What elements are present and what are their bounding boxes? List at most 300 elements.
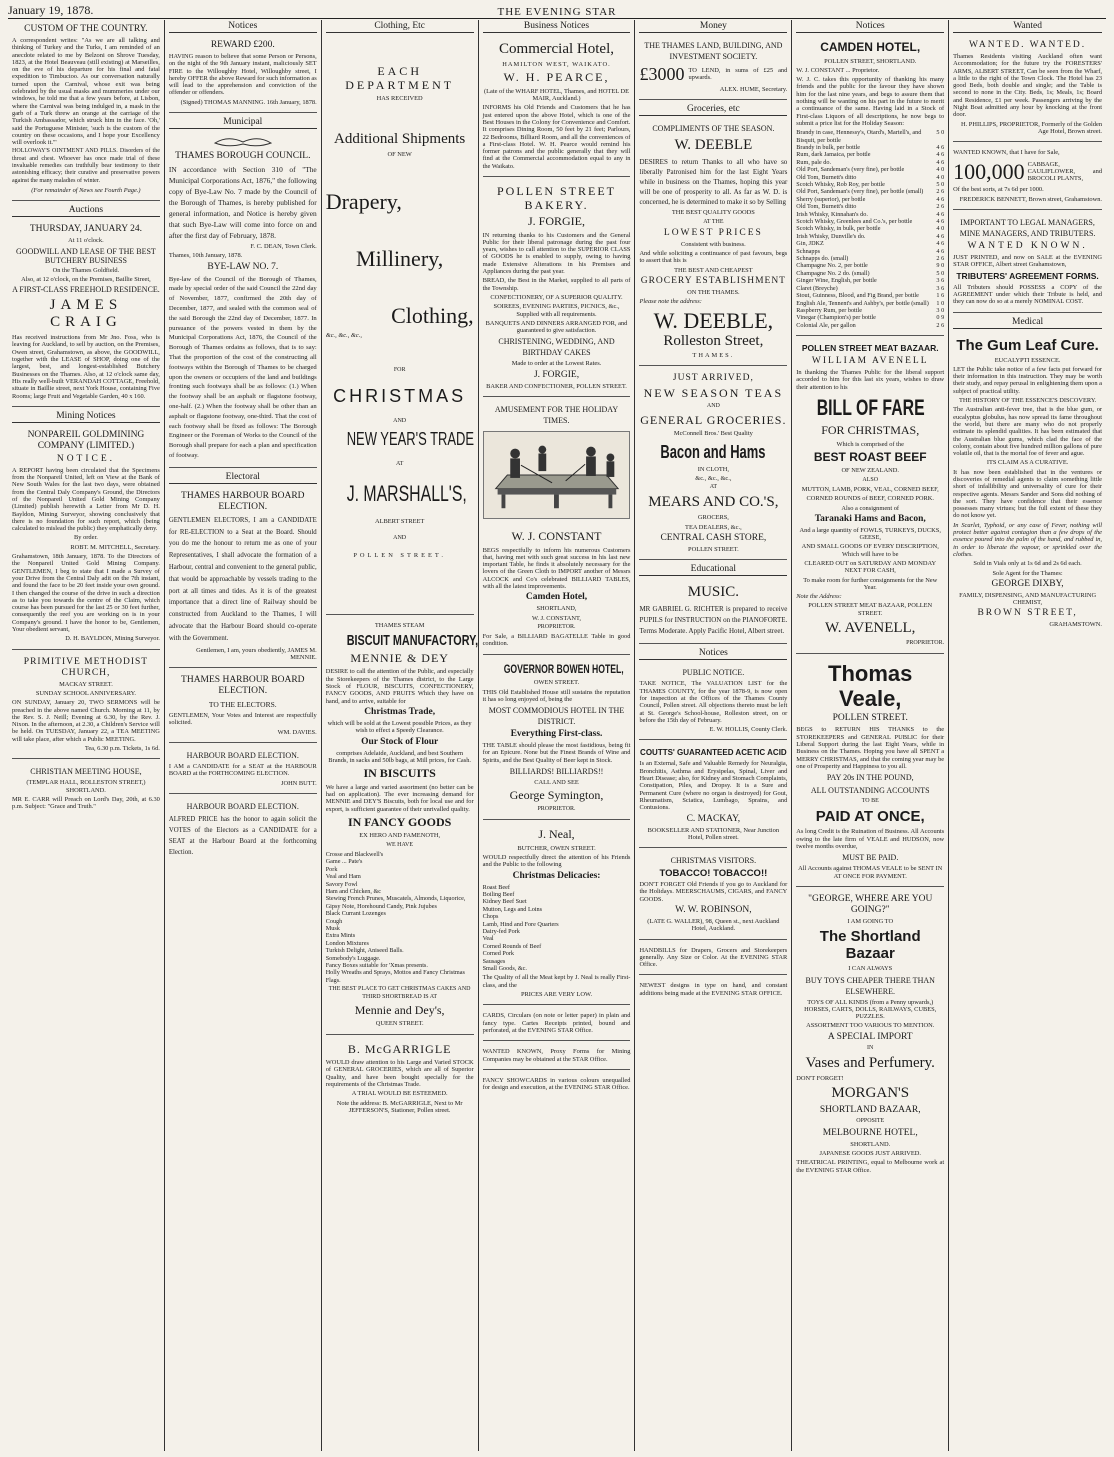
- forgie-name-2: J. FORGIE,: [533, 369, 580, 380]
- brown-street: BROWN STREET,: [977, 608, 1078, 619]
- also-at: Also, at 12 o'clock, on the Premises, Baillie Street,: [21, 275, 151, 283]
- price-row: [796, 233, 944, 240]
- goodwill-heading: GOODWILL AND LEASE OF THE BEST BUTCHERY BUSINESS: [16, 246, 156, 265]
- and-label: AND: [393, 418, 407, 425]
- list-item: London Mixtures: [325, 939, 369, 947]
- price-row: [796, 188, 944, 195]
- deeble-name-2: W. DEEBLE,: [653, 307, 774, 333]
- electoral-header: Electoral: [169, 471, 317, 484]
- tributers-text: All Tributers should POSSESS a COPY of the AGREEMENT under which their Tribute is held, and they can now do so at a merely NOMINAL COST.: [953, 283, 1103, 306]
- wanted-header: Wanted: [953, 20, 1102, 33]
- list-item: Cough: [325, 917, 343, 925]
- price-value: 5 0: [936, 129, 945, 137]
- remainder-note: (For remainder of News see Fourth Page.): [31, 186, 141, 194]
- just-printed: JUST PRINTED, and now on SALE at the EVENING STAR OFFICE, Albert street Grahamstown,: [953, 254, 1103, 269]
- lowest-prices: LOWEST PRICES: [663, 227, 763, 238]
- pollen-bakery: POLLEN STREET BAKERY.: [497, 184, 616, 212]
- price-item: Ginger Wine, English, per bottle: [796, 277, 877, 285]
- list-item: Crosse and Blackwell's: [325, 850, 384, 858]
- price-row: [796, 218, 944, 225]
- pearce-sub: (Late of the WHARF HOTEL, Thames, and HOTEL DE MAIR, Auckland.): [483, 87, 630, 103]
- we-have: WE HAVE: [386, 841, 413, 848]
- fancy-goods-list: [326, 851, 474, 984]
- groceries-header: Groceries, etc: [639, 103, 787, 116]
- price-item: Rum, dark Jamaica, per bottle: [796, 151, 871, 159]
- confectionery-line: CONFECTIONERY, OF A SUPERIOR QUALITY.: [490, 293, 623, 301]
- biscuits-text: We have a large and varied assortment (no better can be had on application). The ever increasing demand for MENNIE and DEY'S Biscuits, both for local use and for export, is sufficient guarantee of their unrivalled quality.: [325, 783, 474, 813]
- constant-text: W. J. C. takes this opportunity of thanking his many friends and the public for the favour they have shown him for the last nine years, and begs to assure them that nothing will be wanting on his part in the future to merit a continuance of the same. Having laid in a Stock of First-class Liquors of all descriptions, he now begs to submit a price list for the Holiday Season:: [796, 76, 945, 127]
- price-row: [796, 166, 944, 173]
- curative-text: It has now been established that in the ventures or discoveries of remedial agents to claim something little short of infallibility and universality of cure for their respective agents. Messrs Sander and Sons did nothing of the sort. They have confidence that their essence possesses many virtues; but the full extent of these they do not know yet.: [953, 468, 1103, 520]
- column-6: [792, 20, 949, 1451]
- tea-dealers: TEA DEALERS, &c.,: [685, 523, 742, 531]
- steam-label: THAMES STEAM: [374, 621, 425, 629]
- camden-hotel: Camden Hotel,: [525, 592, 588, 603]
- neal-text: WOULD respectfully direct the attention of his Friends and the Public to the following: [482, 853, 631, 869]
- at-label: AT: [395, 461, 404, 468]
- list-item: Stewing French Prunes, Muscatels, Almonds, Liquorice, Gipsy Note, Horehound Candy, Pink Jujubes: [325, 895, 466, 910]
- educational-header: Educational: [639, 563, 787, 576]
- commercial-hotel: Commercial Hotel,: [499, 41, 614, 57]
- bread-line: BREAD, the Best in the Market, supplied to all parts of the Township.: [482, 277, 631, 292]
- price-row: [796, 270, 944, 277]
- price-item: Scotch Whisky, Greenlees and Co.'s, per bottle: [796, 218, 913, 226]
- tributers-forms: TRIBUTERS' AGREEMENT FORMS.: [956, 270, 1099, 281]
- mcgarrigle-name: B. McGARRIGLE: [347, 1041, 452, 1056]
- forgie-sub: BAKER AND CONFECTIONER, POLLEN STREET.: [486, 382, 627, 390]
- general-groceries: GENERAL GROCERIES.: [640, 412, 787, 427]
- cabbage-price: Of the best sorts, at 7s 6d per 1000.: [953, 186, 1044, 194]
- borough-crest-icon: [213, 135, 273, 149]
- forgie-name: J. FORGIE,: [528, 214, 586, 229]
- pollen-shortland: POLLEN STREET, SHORTLAND.: [824, 57, 917, 65]
- additional-shipments: Additional Shipments: [334, 131, 466, 148]
- bylaw-text: Bye-law of the Council of the Borough of Thames, made by special order of the said Council the 22nd day of November, 1877, confirmed the 20th day of December, 1877, and sealed with the common seal of the said Borough the 22nd day of December, 1877. In pursuance of the powers vested in them by the Municipal Corporations Act, 1876, the Council of the Borough of Thames ordains as follows, that is to say: That the proportion of the cost of the constructing all footways within the Borough of Thames to be charged upon the owners or occupiers of the land and buildings fronting such footways shall be as follows: (1.) When the footway shall be an asphalt or flagstone footway, one-half. (2.) When the footway shall be other than an asphalt or flagstone footway, one-third. That the cost of each footway shall be fixed as follows: The Borough Engineer or the Foreman of Works to the Council of the Borough shall prepare for each a plan and specification of footway.: [168, 275, 317, 460]
- notice-heading: NOTICE.: [56, 453, 116, 464]
- price-value: 4 0: [936, 225, 945, 233]
- avenell-name: WILLIAM AVENELL: [811, 356, 929, 367]
- bayldon-letter: Grahamstown, 18th January, 1878. To the Directors of the Nonpareil United Gold Mining Company. GENTLEMEN, I beg to state that I made a Survey of your Drive from the Central Daly adit on the 7th instant, and found the face to be 20 feet inside your own ground. I then changed the course of the drive in such a direction as to take you towards the centre of the Claim, which course has been pursued for the last 25 or 30 feet further, consequently the reef you are working on is in your Company's ground. I have the honor to be, Gentlemen, Your obedient servant,: [12, 553, 160, 634]
- craig-name: JAMES CRAIG: [49, 297, 123, 331]
- harbour-heading-4: HARBOUR BOARD ELECTION.: [186, 801, 299, 811]
- price-row: [796, 285, 944, 292]
- price-item: Irish Whisky, Kinnahan's do.: [796, 210, 868, 218]
- list-item: Black Currant Lozenges: [325, 910, 386, 918]
- in-biscuits: IN BISCUITS: [363, 766, 436, 781]
- constant-text: BEGS respectfully to inform his numerous Customers that, having met with such great success in his last new important Table, he finds it absolutely necessary for the lovers of the Green Cloth to IMPORT another of Messrs ALCOCK and Co's celebrated BILLIARD TABLES, with all the latest improvements.: [482, 546, 631, 590]
- coutts-text: Is an External, Safe and Valuable Remedy for Neuralgia, Bronchitis, Asthma and Erysipelas, Spinal, Liver and Heart Disease; also, for Kidney and Stomach Complaints, Constipation, Piles, and Dropsy. It is a Sure and Permanent Cure (where no organ is destroyed) for Gout, Rheumatism, Sciatica, Lumbago, Sprains, and Contusions.: [639, 760, 788, 812]
- pollen-street: POLLEN STREET.: [353, 552, 446, 560]
- auction-time: At 11 o'clock.: [68, 237, 104, 245]
- handbills-ad: HANDBILLS for Drapers, Grocers and Storekeepers generally. Any Size or Color. At the EVENING STAR Office.: [639, 946, 788, 969]
- fancy-goods-heading: IN FANCY GOODS: [347, 814, 452, 829]
- freehold-heading: A FIRST-CLASS FREEHOLD RESIDENCE.: [12, 285, 160, 295]
- japanese-goods: JAPANESE GOODS JUST ARRIVED.: [819, 1149, 921, 1157]
- notices-header: Notices: [169, 20, 317, 33]
- constant-name: W. J. CONSTANT: [511, 529, 602, 544]
- borough-text: IN accordance with Section 310 of "The Municipal Corporations Act, 1876," the following copy of Bye-Law No. 7 made by the Council of the Borough of Thames, is hereby published for general information, and Notice is hereby given that such Bye-Law will come into force on and after the first day of February, 1878.: [168, 165, 317, 241]
- dean-sign: F. C. DEAN, Town Clerk.: [250, 243, 317, 251]
- clothing-header: Clothing, Etc: [326, 20, 474, 33]
- reward-heading: REWARD £200.: [210, 40, 275, 50]
- price-value: 1 0: [936, 299, 945, 307]
- harbour-heading-3: HARBOUR BOARD ELECTION.: [186, 751, 299, 761]
- deeble-name: W. DEEBLE: [674, 137, 753, 154]
- methodist-street: MACKAY STREET.: [59, 680, 113, 688]
- davies-text: GENTLEMEN, Your Votes and Interest are respectfully solicited.: [168, 712, 317, 727]
- price-row: [796, 159, 944, 166]
- new-year-line: To make room for further consignments for the New Year.: [803, 576, 938, 591]
- list-item: Corned Rounds of Beef: [482, 942, 542, 950]
- note-address: Please note the address:: [639, 298, 702, 306]
- best-quality: THE BEST QUALITY GOODS: [671, 209, 755, 217]
- deeble-text: DESIRES to return Thanks to all who have so liberally Patronised him for the last Eight Years while in business on the Thames, hoping this year will be one of prosperity to all. As far as W. D. is concerned, he is determined to make it so by Selling: [639, 158, 788, 207]
- for-sale: For Sale, a BILLIARD BAGATELLE Table in good condition.: [482, 633, 631, 648]
- list-item: Fancy Boxes suitable for 'Xmas presents.: [325, 962, 428, 970]
- price-value: 4 6: [936, 218, 945, 226]
- list-item: Chops: [482, 913, 499, 921]
- mcconnell-line: McConnell Bros.' Best Quality: [673, 430, 753, 438]
- list-item: Mutton, Legs and Loins: [482, 905, 543, 913]
- mennie-dey-2: Mennie and Dey's,: [354, 1002, 445, 1017]
- price-row: [796, 174, 944, 181]
- clothing: Clothing,: [391, 302, 474, 328]
- for-christmas: FOR CHRISTMAS,: [821, 423, 920, 438]
- price-row: [796, 255, 944, 262]
- phillips-sign: H. PHILLIPS, PROPRIETOR, Formerly of the Golden Age Hotel, Brown street.: [961, 120, 1103, 135]
- price-value: 4 6: [936, 240, 945, 248]
- biscuit-text: DESIRE to call the attention of the Public, and especially the Storekeepers of the Thames district, to the Large Stock of FLOUR, BISCUITS, CONFECTIONERY, FANCY GOODS, AND FRUITS Which they have on hand, and to arrive, suitable for: [325, 668, 474, 705]
- on-thames: ON THE THAMES.: [687, 289, 740, 297]
- trial-line: A TRIAL WOULD BE ESTEEMED.: [351, 1090, 448, 1098]
- thames-label: THAMES.: [692, 351, 735, 359]
- taranaki-hams: Taranaki Hams and Bacon,: [814, 513, 926, 524]
- reward-text: HAVING reason to believe that some Person or Persons, on the night of the 9th January instant, maliciously SET FIRE to the Willoughby Hotel, Willoughby street, I hereby OFFER the above Reward for such information as will lead to the apprehension and conviction of the offender or offenders.: [168, 53, 317, 97]
- prices-low: PRICES ARE VERY LOW.: [520, 991, 593, 999]
- meat-list: [483, 884, 631, 973]
- proxy-forms-ad: WANTED KNOWN, Proxy Forms for Mining Companies may be obtained at the STAR Office.: [482, 1048, 631, 1063]
- butt-sign: JOHN BUTT.: [280, 779, 317, 787]
- hamilton-line: HAMILTON WEST, WAIKATO.: [502, 61, 611, 68]
- price-item: English Ale, Tennent's and Ashby's, per bottle (small): [796, 299, 929, 307]
- to-be: TO BE: [861, 798, 879, 805]
- auction-date: THURSDAY, JANUARY 24.: [29, 224, 142, 235]
- sent-in: All Accounts against THOMAS VEALE to be SENT IN AT ONCE FOR PAYMENT.: [798, 865, 943, 880]
- price-item: Scotch Whisky, in bulk, per bottle: [796, 225, 881, 233]
- consistent-line: Consistent with business.: [680, 240, 746, 248]
- of-new-zealand: OF NEW ZEALAND.: [841, 467, 900, 475]
- camden-hotel: CAMDEN HOTEL,: [820, 40, 921, 54]
- meat-bazaar-address: POLLEN STREET MEAT BAZAAR, POLLEN STREET.: [808, 602, 933, 617]
- price-row: [796, 144, 944, 151]
- can-always: I CAN ALWAYS: [848, 965, 893, 973]
- meeting-house-heading: CHRISTIAN MEETING HOUSE,: [30, 767, 142, 777]
- constant-proprietor: W. J. CONSTANT ... Proprietor.: [796, 66, 880, 74]
- soirees-line: SOIREES, EVENING PARTIES, PICNICS, &c., Supplied with all requirements.: [493, 303, 620, 318]
- dixby-name: GEORGE DIXBY,: [991, 578, 1064, 589]
- price-item: Champagne No. 2, per bottle: [796, 262, 868, 270]
- important-heading: IMPORTANT TO LEGAL MANAGERS, MINE MANAGERS, AND TRIBUTERS.: [959, 218, 1096, 239]
- mennie-dey: MENNIE & DEY: [350, 650, 449, 665]
- hume-sign: ALEX. HUME, Secretary.: [719, 86, 788, 93]
- price-item: Sherry (superior), per bottle: [796, 195, 866, 203]
- fancy-sub: EX HERO AND FAMENOTH,: [359, 832, 441, 840]
- loan-amount: £3000: [639, 64, 685, 84]
- price-value: 4 6: [936, 195, 945, 203]
- wanted-known-2: WANTED KNOWN, that I have for Sale,: [953, 149, 1060, 157]
- list-item: Small Goods, &c.: [482, 965, 527, 973]
- cabbage-count: 100,000: [953, 159, 1025, 184]
- by-order: By order.: [74, 534, 98, 542]
- opposite-label: OPPOSITE: [856, 1118, 885, 1125]
- showcards-ad: FANCY SHOWCARDS in various colours unequalled for design and execution, at the EVENING STAR Office.: [482, 1076, 631, 1092]
- price-item: Brandy in case, Hennessy's, Otard's, Martell's, and Bisquit, per bottle: [796, 129, 922, 144]
- valuation-text: TAKE NOTICE, The VALUATION LIST for the THAMES COUNTY, for the year 1878-9, is now open for inspection at the Offices of the Thames County Council, Pollen street. All objections thereto must be left at St. George's School-house, Rolleston street, on or before the 15th day of February.: [639, 680, 788, 724]
- notices-header: Notices: [639, 647, 787, 660]
- bookseller-line: BOOKSELLER AND STATIONER, Near Junction Hotel, Pollen street.: [647, 826, 780, 841]
- dont-forget: DON'T FORGET!: [796, 1075, 844, 1083]
- melbourne-hotel: MELBOURNE HOTEL,: [822, 1127, 918, 1138]
- list-item: Ham and Chicken, &c: [325, 887, 382, 895]
- columns: [8, 20, 1106, 1451]
- pearce-text: INFORMS his Old Friends and Customers that he has just entered upon the above Hotel, which is one of the Best Houses in the Colony for Convenience and Comfort. It comprises Dining Room, 50 feet by 21 feet; Parlours, 22 Bedrooms, Billiard Room, and all the conveniences of a First-class Hotel. W. H. Pearce would remind his former patrons and the public generally that they will find at the Commercial accommodation equal to any in the Waikato.: [482, 104, 631, 170]
- price-value: 4 0: [936, 173, 945, 181]
- pollen-street: POLLEN STREET.: [688, 546, 739, 554]
- billiards: BILLIARDS! BILLIARDS!!: [509, 767, 604, 777]
- price-value: 1 6: [936, 292, 945, 300]
- holloway-text: HOLLOWAY'S OINTMENT AND PILLS. Disorders of the throat and chest. Whoever has once made trial of these invaluable remedies can truthfully bear testimony to their astonishing efficacy; their curative and preservative powers against the many maladies of winter.: [12, 148, 160, 184]
- price-row: [796, 262, 944, 269]
- dean-date: Thames, 10th January, 1878.: [168, 252, 243, 260]
- music-heading: MUSIC.: [687, 584, 739, 601]
- avenell-text: In thanking the Thames Public for the liberal support accorded to him for this last six years, wishes to draw their attention to his: [796, 369, 945, 391]
- borough-heading: THAMES BOROUGH COUNCIL.: [175, 151, 311, 162]
- amusement-heading: AMUSEMENT FOR THE HOLIDAY TIMES.: [494, 405, 619, 426]
- column-3: [322, 20, 479, 1451]
- sunday-school: SUNDAY SCHOOL ANNIVERSARY.: [35, 689, 137, 697]
- public-notice: PUBLIC NOTICE.: [682, 668, 745, 678]
- sold-line: Sold in Vials only at 1s 6d and 2s 6d each.: [973, 560, 1082, 568]
- shortland-bazaar: The Shortland Bazaar: [819, 928, 921, 963]
- column-1: [8, 20, 165, 1451]
- table-text: THE TABLE should please the most fastidious, being fit for an Epicure. None but the Finest Brands of Wine and Spirits, and the Best Quality of Beer kept in Stock.: [482, 742, 631, 764]
- price-row: [796, 225, 944, 232]
- price-value: 3 6: [936, 284, 945, 292]
- harbour-heading-2: THAMES HARBOUR BOARD ELECTION.: [181, 675, 305, 697]
- proprietor-label: PROPRIETOR.: [906, 640, 945, 647]
- gum-text: LET the Public take notice of a few facts put forward for their information in this instruction. They may be worth their study, and repay perusal in enlightening them upon a subject of practical utility.: [953, 365, 1103, 395]
- auctions-header: Auctions: [12, 204, 160, 217]
- meat-bazaar-heading: POLLEN STREET MEAT BAZAAR.: [801, 343, 939, 354]
- going-to: I AM GOING TO: [847, 917, 894, 925]
- for-label: FOR: [393, 366, 406, 373]
- robinson-name: W. W. ROBINSON,: [675, 904, 752, 915]
- history-text: The Australian anti-fever tree, that is the blue gum, or eucalyptus globulus, has now spread its fame throughout the world, but there are many who do not properly estimate its splendid qualities. It has been estimated that the Australian blue gums, which clad the face of the colony, contain about five hundred million gallons of pure volatile oil, that is the mortal foe of fever and ague.: [953, 406, 1103, 458]
- shortland-bazaar-2: SHORTLAND BAZAAR,: [819, 1105, 921, 1116]
- tea-tickets: Tea, 6.30 p.m. Tickets, 1s 6d.: [84, 745, 160, 752]
- and-label: AND: [706, 403, 720, 410]
- in-cloth: IN CLOTH,: [697, 465, 729, 473]
- custom-text: A correspondent writes: "As we are all talking and thinking of Turkey and the Turks, I am reminded of an anecdote related to me by Belzoni on Shrove Tuesday, 1823, at the Hotel Beauveau (still existing) at Marseilles, on the eve of his departure for his final and fatal expedition to Timbuctoo. As our conversation naturally turned upon the Carnival, whose exit was being celebrated by the usual masks and mummeries under our windows, he told me that a few years before, at Lisbon, where the Carnival was being indulged in, a mask in the garb of a Turk threw an orange at the carriage of the Turkish Ambassador, which struck him in the face. 'Oh,' said the Portuguese Minister, 'such is the custom of the country on these occasions, and I hope your Excellency will overlook it.'": [12, 37, 160, 147]
- veale-name: Thomas Veale,: [828, 661, 913, 712]
- morgans: MORGAN'S: [831, 1085, 910, 1102]
- price-item: Irish Whisky, Dunville's do.: [796, 232, 866, 240]
- pay-20s: PAY 20s IN THE POUND,: [826, 773, 914, 783]
- billiard-table-illustration: [483, 431, 631, 519]
- price-row: [796, 196, 944, 203]
- christmas-visitors: CHRISTMAS VISITORS.: [670, 856, 757, 866]
- marshall-name: J. MARSHALL'S,: [346, 480, 467, 506]
- buy-toys: BUY TOYS CHEAPER THERE THAN ELSEWHERE.: [805, 975, 935, 996]
- call-see: CALL AND SEE: [534, 779, 579, 787]
- craig-text: Has received instructions from Mr Jno. Foss, who is leaving for Auckland, to sell by auction, on the Premises, Owen street, Grahamstown, as above, the GOODWILL, together with the LEASE of SHOP, doing one of the largest, best, and longest-established Butchery Businesses on the Thames. Also, at 12 o'clock same day, His really well-built VERANDAH COTTAGE, Freehold, situate in Baillie street, next York House, containing Five Rooms; large Fruit and Vegetable Garden, 40 x 160.: [12, 334, 160, 400]
- price-row: [796, 307, 944, 314]
- christening-line: CHRISTENING, WEDDING, AND BIRTHDAY CAKES: [498, 337, 615, 358]
- consignment-line: Also a consignment of: [841, 504, 900, 512]
- price-item: Champagne No. 2 do. (small): [796, 269, 870, 277]
- column-2: [165, 20, 322, 1451]
- banquets-line: BANQUETS AND DINNERS ARRANGED FOR, and guaranteed to give satisfaction.: [485, 319, 628, 335]
- reward-sign: (Signed) THOMAS MANNING. 16th January, 1878.: [180, 98, 317, 106]
- price-row: [796, 240, 944, 247]
- liquor-price-list: [796, 129, 944, 329]
- secretary-sign: ROBT. M. MITCHELL, Secretary.: [70, 543, 160, 551]
- hollis-sign: E. W. HOLLIS, County Clerk.: [709, 726, 788, 734]
- price-row: [796, 203, 944, 210]
- mining-header: Mining Notices: [12, 410, 160, 423]
- price-item: Brandy in bulk, per bottle: [796, 143, 861, 151]
- column-5: [635, 20, 792, 1451]
- price-item: Claret (Breyche): [796, 284, 838, 292]
- eucalypti-essence: EUCALYPTI ESSENCE.: [994, 356, 1061, 364]
- davies-sign: WM. DAVIES.: [277, 728, 317, 736]
- each-department: EACH DEPARTMENT: [345, 64, 455, 92]
- list-item: Musk: [325, 924, 340, 932]
- lowest-rates: Made to order at the Lowest Rates.: [511, 360, 602, 368]
- price-value: 0 9: [936, 314, 945, 322]
- price-row: [796, 129, 944, 144]
- bylaw-heading: BYE-LAW NO. 7.: [207, 261, 279, 272]
- list-item: Kidney Beef Suet: [482, 898, 527, 906]
- price-value: 4 6: [936, 151, 945, 159]
- composed-line: Which is comprised of the: [836, 440, 904, 448]
- robinson-sub: (LATE G. WALLER), 98, Queen st., next Auckland Hotel, Auckland.: [647, 917, 780, 933]
- methodist-heading: PRIMITIVE METHODIST CHURCH,: [23, 656, 149, 678]
- price-item: Stout, Guinness, Blood, and Fig Brand, per bottle: [796, 292, 919, 300]
- price-value: 4 0: [936, 166, 945, 174]
- bayldon-sign: D. H. BAYLDON, Mining Surveyor.: [65, 635, 160, 643]
- butcher-line: BUTCHER, OWEN STREET.: [517, 844, 596, 852]
- price-value: 2 6: [936, 203, 945, 211]
- price-value: 4 6: [936, 232, 945, 240]
- of-new: OF NEW: [387, 151, 412, 159]
- price-value: 2 6: [936, 255, 945, 263]
- proprietor-label-2: PROPRIETOR.: [537, 805, 576, 812]
- price-item: Colonial Ale, per gallon: [796, 321, 856, 329]
- bill-of-fare: BILL OF FARE: [816, 395, 925, 421]
- custom-heading: CUSTOM OF THE COUNTRY.: [24, 24, 148, 34]
- list-item: Boiling Beef: [482, 890, 515, 898]
- most-commodious: MOST COMMODIOUS HOTEL IN THE DISTRICT.: [488, 706, 625, 727]
- medical-header: Medical: [953, 316, 1102, 329]
- newest-designs-ad: NEWEST designs in type on hand, and constant additions being made at the EVENING STAR OFFICE.: [639, 982, 788, 997]
- mutton-line: MUTTON, LAMB, PORK, VEAL, CORNED BEEF,: [801, 485, 939, 493]
- list-item: Roast Beef: [482, 883, 510, 891]
- grahamstown-label: GRAHAMSTOWN.: [1049, 621, 1103, 629]
- toys-text: TOYS OF ALL KINDS (from a Penny upwards,) HORSES, CARTS, DOLLS, RAILWAYS, CUBES, PUZZLES.: [804, 998, 937, 1021]
- list-item: Extra Mints: [325, 932, 356, 940]
- everything-first-class: Everything First-class.: [510, 729, 603, 740]
- theatrical-ad: THEATRICAL PRINTING, equal to Melbourne work at the EVENING STAR Office.: [796, 1159, 945, 1174]
- neal-quality: The Quality of all the Meat kept by J. Neal is really First-class, and the: [482, 974, 631, 989]
- mears-name: MEARS AND CO.'S,: [648, 494, 779, 511]
- drapery: Drapery,: [325, 188, 402, 214]
- bennett-sign: FREDERICK BENNETT, Brown street, Grahamstown.: [959, 195, 1103, 203]
- price-row: [796, 300, 944, 307]
- governor-text: THIS Old Established House still sustains the reputation it has so long enjoyed of, being the: [482, 688, 631, 703]
- price-row: [796, 211, 944, 218]
- price-item: Old Port, Sandeman's (very fine), per bottle (small): [796, 188, 924, 196]
- mcgarrigle-text: WOULD draw attention to his Large and Varied STOCK of GENERAL GROCERIES, which are all of Superior Quality, and have been bought specially for the requirements of the Christmas Trade.: [325, 1059, 474, 1089]
- assortment-line: ASSORTMENT TOO VARIOUS TO MENTION.: [806, 1022, 935, 1030]
- butt-text: I AM a CANDIDATE for a SEAT at the HARBOUR BOARD at the FORTHCOMING ELECTION.: [168, 763, 317, 778]
- at-the: AT THE: [703, 218, 724, 225]
- richter-text: MR GABRIEL G. RICHTER is prepared to receive PUPILS for INSTRUCTION on the PIANOFORTE. Terms Moderate. Apply Pacific Hotel, Albert street.: [639, 605, 788, 636]
- price-row: [796, 151, 944, 158]
- list-item: Savory Fowl: [325, 880, 358, 888]
- price-value: 5 0: [936, 181, 945, 189]
- just-arrived: JUST ARRIVED,: [672, 372, 754, 383]
- has-received: HAS RECEIVED: [376, 95, 423, 102]
- christmas-trade: Christmas Trade,: [364, 706, 436, 717]
- queen-street: QUEEN STREET.: [375, 1020, 424, 1028]
- governor-bowen: GOVERNOR BOWEN HOTEL,: [503, 661, 624, 676]
- price-item: Raspberry Rum, per bottle: [796, 306, 862, 314]
- symington-name: George Symington,: [509, 788, 604, 803]
- business-header: Business Notices: [483, 20, 631, 33]
- issue-date: January 19, 1878.: [8, 3, 94, 17]
- list-item: Holly Wreaths and Sprays, Mottos and Fancy Christmas Flags.: [325, 969, 465, 984]
- vases-perfumery: Vases and Perfumery.: [805, 1055, 935, 1072]
- price-item: Schnapps: [796, 247, 821, 255]
- price-row: [796, 181, 944, 188]
- list-item: Turkish Delight, Aniseed Balls.: [325, 947, 404, 955]
- wanted-heading-1: WANTED. WANTED.: [969, 40, 1087, 50]
- meeting-house-sub: (TEMPLAR HALL, ROLLESTON STREET,) SHORTLAND.: [26, 779, 146, 794]
- column-7: [949, 20, 1106, 1451]
- flour-heading: Our Stock of Flour: [361, 736, 439, 747]
- goodwill-sub: On the Thames Goldfield.: [52, 266, 120, 274]
- etc-line: &c., &c., &c.,: [695, 474, 732, 482]
- christmas-delicacies: Christmas Delicacies:: [512, 870, 601, 881]
- to-electors: TO THE ELECTORS.: [208, 700, 277, 710]
- price-value: 2 6: [936, 188, 945, 196]
- lend-line: TO LEND, in sums of £25 and upwards.: [688, 66, 788, 81]
- family-chemist: FAMILY, DISPENSING, AND MANUFACTURING CHEMIST,: [959, 591, 1097, 607]
- veale-text: BEGS to RETURN HIS THANKS to the STOREKEEPERS and GENERAL PUBLIC for their Liberal Support during the last Eight Years, while in Business on the Thames. Hoping you have all SPENT a MERRY CHRISTMAS, and that the coming year may be one of Prosperity and Happiness to you all.: [796, 726, 945, 770]
- mackay-name: C. MACKAY,: [686, 813, 741, 824]
- gum-leaf-cure: The Gum Leaf Cure.: [956, 336, 1099, 354]
- list-item: Corned Pork: [482, 950, 515, 958]
- list-item: Lamb, Hind and Fore Quarters: [482, 920, 559, 928]
- list-item: Pork: [325, 865, 338, 873]
- price-value: 4 6: [936, 247, 945, 255]
- at-label: AT: [709, 484, 718, 491]
- biscuit-heading: BISCUIT MANUFACTORY,: [346, 631, 478, 649]
- special-import: A SPECIAL IMPORT: [827, 1031, 913, 1042]
- price-item: Schnapps do. (small): [796, 255, 849, 263]
- fowls-line: And a large quantity of FOWLS, TURKEYS, DUCKS, GEESE,: [799, 526, 941, 542]
